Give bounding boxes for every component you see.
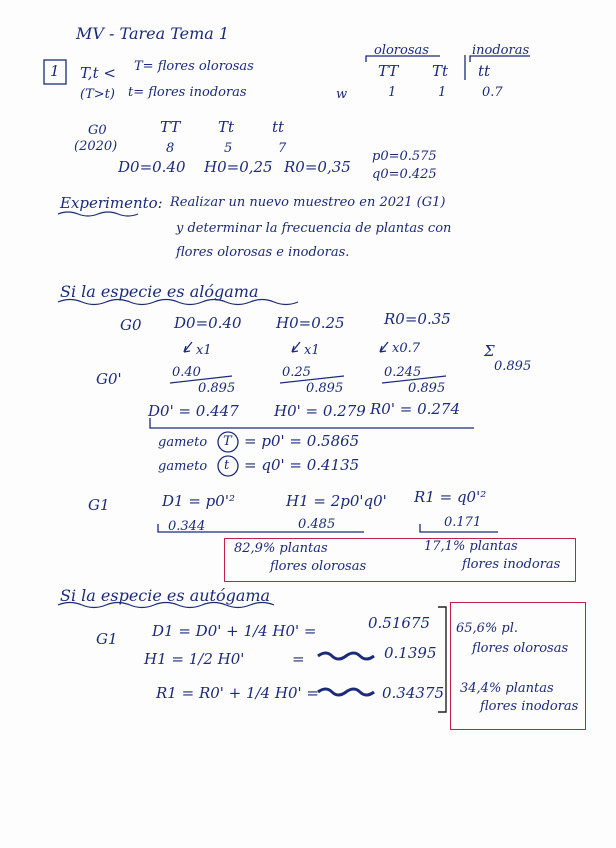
allo-g0-label: G0 bbox=[120, 316, 142, 334]
g0-n-tt: 7 bbox=[278, 141, 287, 156]
auto-H1-eq: = bbox=[292, 650, 305, 668]
g0-D0: D0=0.40 bbox=[118, 158, 186, 176]
auto-g1-label: G1 bbox=[96, 630, 118, 648]
g0-R0: R0=0,35 bbox=[284, 158, 351, 176]
allo-D0p: D0' = 0.447 bbox=[148, 402, 239, 420]
fitness-tt: tt bbox=[478, 62, 491, 80]
dominance: (T>t) bbox=[80, 87, 115, 102]
allo-R1: R1 = q0'² bbox=[414, 488, 487, 506]
allo-R1-val: 0.171 bbox=[444, 515, 482, 530]
allogamous-heading: Si la especie es alógama bbox=[60, 282, 259, 301]
allo-H0p: H0' = 0.279 bbox=[274, 402, 366, 420]
allo-mult-3: x0.7 bbox=[392, 341, 421, 356]
auto-result-inodoras-2: flores inodoras bbox=[480, 699, 579, 714]
w-TT: 1 bbox=[388, 85, 397, 100]
fitness-w: w bbox=[336, 87, 348, 102]
auto-H1-val: 0.1395 bbox=[384, 644, 437, 662]
fitness-Tt: Tt bbox=[432, 62, 449, 80]
page-title: MV - Tarea Tema 1 bbox=[76, 24, 230, 43]
allo-result-inodoras-2: flores inodoras bbox=[462, 557, 561, 572]
auto-D1-formula: D1 = D0' + 1/4 H0' = bbox=[152, 622, 317, 640]
gamete-T-word: gameto bbox=[158, 435, 208, 450]
g0-label: G0 bbox=[88, 123, 107, 138]
allo-f2-num: 0.25 bbox=[282, 365, 311, 380]
allo-f3-num: 0.245 bbox=[384, 365, 422, 380]
auto-result-inodoras-1: 34,4% plantas bbox=[460, 681, 554, 696]
allo-g1-label: G1 bbox=[88, 496, 110, 514]
gamete-t-value: = q0' = 0.4135 bbox=[244, 456, 360, 474]
experiment-line-2: y determinar la frecuencia de plantas con bbox=[176, 221, 452, 236]
allele-T-def: T= flores olorosas bbox=[134, 59, 254, 74]
allo-D1: D1 = p0'² bbox=[162, 492, 235, 510]
w-Tt: 1 bbox=[438, 85, 447, 100]
gamete-t-allele: t bbox=[224, 458, 230, 473]
gamete-T-allele: T bbox=[223, 434, 232, 449]
g0-q0: q0=0.425 bbox=[372, 167, 437, 182]
allo-result-olorosas-2: flores olorosas bbox=[270, 559, 367, 574]
g0-col-Tt: Tt bbox=[218, 118, 235, 136]
allo-sum-symbol: Σ bbox=[484, 342, 495, 360]
allele-t-def: t= flores inodoras bbox=[128, 85, 247, 100]
g0-n-TT: 8 bbox=[166, 141, 175, 156]
allo-g0p-label: G0' bbox=[96, 370, 122, 388]
allo-H1: H1 = 2p0'q0' bbox=[286, 492, 387, 510]
allo-f1-den: 0.895 bbox=[198, 381, 236, 396]
experiment-line-3: flores olorosas e inodoras. bbox=[176, 245, 350, 260]
allo-H1-val: 0.485 bbox=[298, 517, 336, 532]
fitness-header-olorosas: olorosas bbox=[374, 43, 429, 58]
auto-H1-formula: H1 = 1/2 H0' bbox=[144, 650, 245, 668]
experiment-label: Experimento: bbox=[60, 194, 163, 212]
allo-R0p: R0' = 0.274 bbox=[370, 400, 461, 418]
allo-mult-2: x1 bbox=[304, 343, 320, 358]
allo-H0: H0=0.25 bbox=[276, 314, 345, 332]
auto-R1-val: 0.34375 bbox=[382, 684, 445, 702]
autogamous-heading: Si la especie es autógama bbox=[60, 586, 271, 605]
experiment-line-1: Realizar un nuevo muestreo en 2021 (G1) bbox=[170, 195, 446, 210]
fitness-TT: TT bbox=[378, 62, 399, 80]
auto-R1-formula: R1 = R0' + 1/4 H0' = bbox=[156, 684, 320, 702]
allo-f3-den: 0.895 bbox=[408, 381, 446, 396]
g0-p0: p0=0.575 bbox=[372, 149, 437, 164]
allo-D0: D0=0.40 bbox=[174, 314, 242, 332]
problem-number: 1 bbox=[50, 62, 60, 80]
allo-mult-1: x1 bbox=[196, 343, 212, 358]
allo-result-olorosas-1: 82,9% plantas bbox=[234, 541, 328, 556]
auto-D1-val: 0.51675 bbox=[368, 614, 431, 632]
auto-result-olorosas-1: 65,6% pl. bbox=[456, 621, 519, 636]
g0-year: (2020) bbox=[74, 139, 118, 154]
allo-sum-value: 0.895 bbox=[494, 359, 532, 374]
allo-R0: R0=0.35 bbox=[384, 310, 451, 328]
allo-D1-val: 0.344 bbox=[168, 519, 206, 534]
g0-n-Tt: 5 bbox=[224, 141, 233, 156]
allo-result-inodoras-1: 17,1% plantas bbox=[424, 539, 518, 554]
gamete-t-word: gameto bbox=[158, 459, 208, 474]
g0-H0: H0=0,25 bbox=[204, 158, 273, 176]
auto-result-olorosas-2: flores olorosas bbox=[472, 641, 569, 656]
gamete-T-value: = p0' = 0.5865 bbox=[244, 432, 360, 450]
allo-f1-num: 0.40 bbox=[172, 365, 201, 380]
genotype-pair: T,t < bbox=[80, 64, 116, 82]
g0-col-tt: tt bbox=[272, 118, 285, 136]
allo-f2-den: 0.895 bbox=[306, 381, 344, 396]
g0-col-TT: TT bbox=[160, 118, 181, 136]
w-tt: 0.7 bbox=[482, 85, 503, 100]
fitness-header-inodoras: inodoras bbox=[472, 43, 530, 58]
